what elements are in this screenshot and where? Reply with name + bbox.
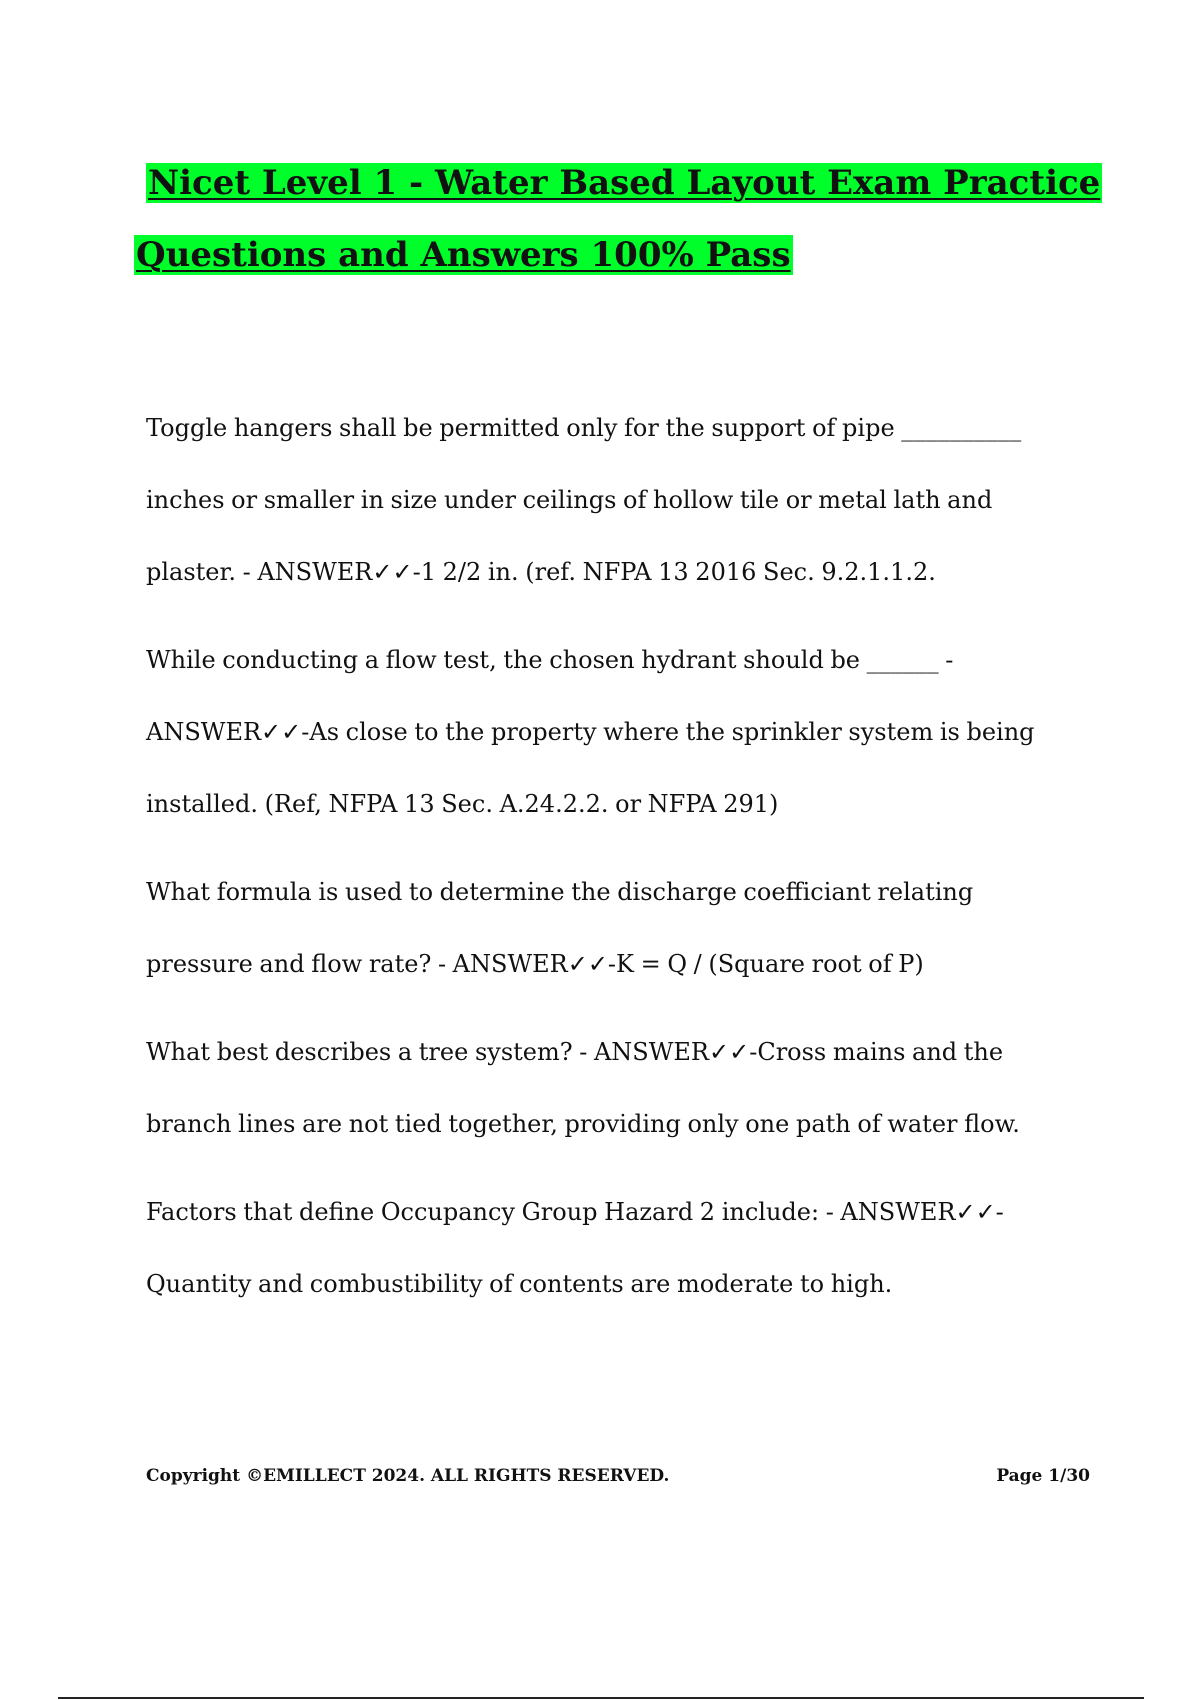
title-line-2 — [134, 232, 1086, 278]
footer-copyright: Copyright ©EMILLECT 2024. ALL RIGHTS RESERVED. — [146, 1466, 670, 1486]
qa-item-5: Factors that define Occupancy Group Hazard 2 include: - ANSWER✓✓- Quantity and combustibility of contents are moderate to high. — [146, 1198, 1004, 1298]
document-title — [136, 160, 1101, 304]
qa-item-3: What formula is used to determine the discharge coefficiant relating pressure and flow rate? - ANSWER✓✓-K = Q / (Square root of P) — [146, 878, 974, 978]
qa-item-4: What best describes a tree system? - ANSWER✓✓-Cross mains and the branch lines are not tied together, providing only one path of water flow. — [146, 1038, 1020, 1138]
footer-page-number: Page 1/30 — [996, 1466, 1090, 1486]
title-line-2-text: Questions and Answers 100% Pass — [136, 235, 791, 275]
qa-item-2: While conducting a flow test, the chosen hydrant should be ______ - ANSWER✓✓-As close to the property where the sprinkler system is being installed. (Ref, NFPA 13 Sec. A.24.2.2. or NFPA 291) — [146, 646, 1035, 818]
title-line-1 — [146, 160, 1101, 206]
title-line-1-text: Nicet Level 1 - Water Based Layout Exam Practice — [148, 163, 1101, 203]
qa-item-1: Toggle hangers shall be permitted only for the support of pipe __________ inches or smaller in size under ceilings of hollow tile or metal lath and plaster. - ANSWER✓✓-1 2/2 in. (ref. NFPA 13 2016 Sec. 9.2.1.1.2. — [146, 414, 1022, 586]
qa-list — [146, 392, 1086, 1336]
bottom-divider — [58, 1697, 1144, 1699]
page-footer — [146, 1466, 1090, 1486]
